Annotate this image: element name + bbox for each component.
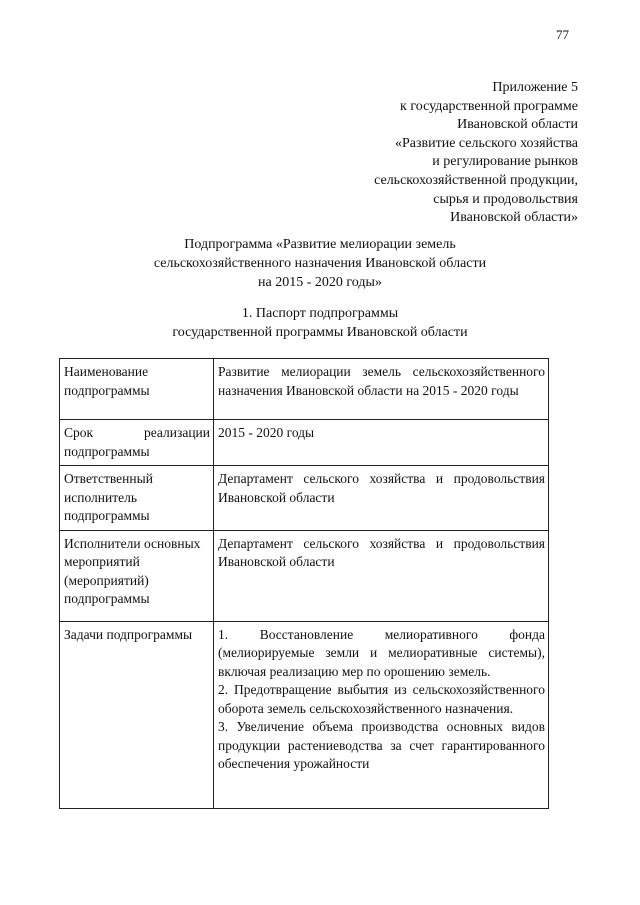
passport-title-line: государственной программы Ивановской области	[172, 324, 468, 340]
row-label: Срок реализации подпрограммы	[60, 420, 214, 466]
passport-table	[59, 358, 549, 809]
table-row	[60, 621, 549, 808]
table-row	[60, 420, 549, 466]
row-label: Ответственный исполнитель подпрограммы	[60, 466, 214, 531]
row-value: Департамент сельского хозяйства и продовольствия Ивановской области	[214, 466, 549, 531]
task-item: 3. Увеличение объема производства основных видов продукции растениеводства за счет гарантированного обеспечения урожайности	[218, 719, 545, 771]
row-value: 2015 - 2020 годы	[214, 420, 549, 466]
row-value: Департамент сельского хозяйства и продовольствия Ивановской области	[214, 530, 549, 621]
appendix-line: сырья и продовольствия	[433, 191, 578, 207]
page-number: 77	[556, 27, 569, 42]
subprogram-title-line: Подпрограмма «Развитие мелиорации земель	[184, 237, 456, 252]
table-row	[60, 530, 549, 621]
row-value	[214, 621, 549, 808]
appendix-line: Приложение 5	[492, 80, 578, 95]
row-value: Развитие мелиорации земель сельскохозяйственного назначения Ивановской области на 2015 - 2020 годы	[214, 359, 549, 420]
appendix-line: Ивановской области»	[450, 210, 578, 226]
appendix-line: и регулирование рынков	[432, 154, 578, 170]
subprogram-title-line: на 2015 - 2020 годы»	[258, 274, 382, 290]
row-label: Исполнители основных мероприятий (мероприятий) подпрограммы	[60, 530, 214, 621]
appendix-header	[258, 79, 578, 228]
subprogram-title	[60, 236, 580, 292]
task-item: 2. Предотвращение выбытия из сельскохозяйственного оборота земель сельскохозяйственного назначения.	[218, 682, 545, 716]
subprogram-title-line: сельскохозяйственного назначения Ивановской области	[153, 255, 487, 271]
task-item: 1. Восстановление мелиоративного фонда (мелиорируемые земли и мелиоративные системы), включая реализацию мер по орошению земель.	[218, 626, 545, 679]
table-row	[60, 359, 549, 420]
appendix-line: Ивановской области	[457, 117, 578, 133]
row-label: Задачи подпрограммы	[60, 621, 214, 808]
row-label: Наименование подпрограммы	[60, 359, 214, 420]
passport-title	[60, 305, 580, 343]
table-row	[60, 466, 549, 531]
appendix-line: «Развитие сельского хозяйства	[394, 135, 578, 151]
appendix-line: к государственной программе	[400, 98, 578, 114]
appendix-line: сельскохозяйственной продукции,	[374, 172, 578, 188]
passport-title-line: 1. Паспорт подпрограммы	[241, 306, 399, 321]
